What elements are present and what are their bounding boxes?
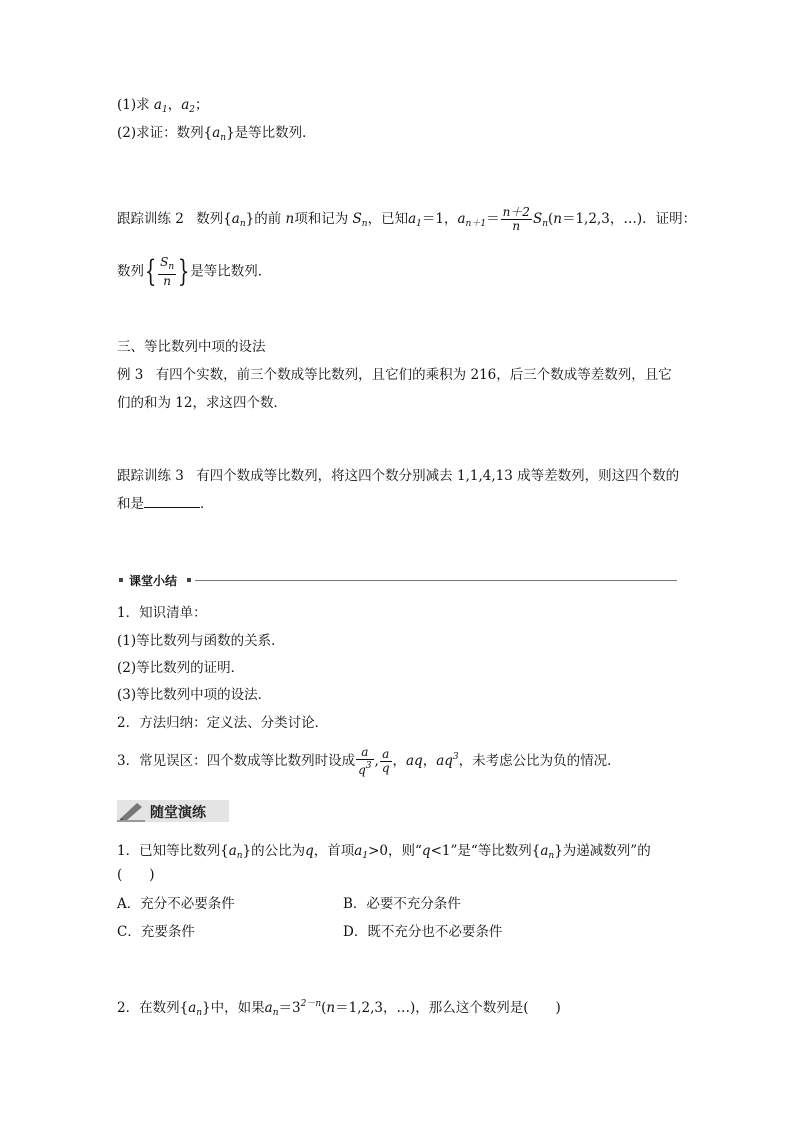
divider <box>195 580 677 581</box>
text: ( <box>321 1000 327 1016</box>
summary-item1a: (1)等比数列与函数的关系． <box>117 633 285 649</box>
frac-numerator: a <box>380 748 392 762</box>
fraction <box>356 746 373 777</box>
text: ． <box>200 496 214 512</box>
math-an1: $a_{n+1}$ <box>457 211 487 229</box>
math-Sn: $S_n$ <box>352 211 368 229</box>
text: 数列{ <box>196 211 232 227</box>
example3-line1 <box>117 366 672 384</box>
text: ，未考虑公比为负的情况． <box>458 753 621 769</box>
bullet-icon <box>119 578 123 582</box>
math-a1: $a_1$ <box>354 843 369 861</box>
math-an: $a_n$ <box>231 211 246 229</box>
text: 有四个数成等比数列，将这四个数分别减去 1,1,4,13 成等差数列，则这四个数的 <box>196 468 680 484</box>
practice-header <box>117 800 229 822</box>
text: ＝1， <box>421 211 458 227</box>
math-an: $a_n$ <box>212 125 227 143</box>
option-d[interactable]: D．既不充分也不必要条件 <box>343 924 503 940</box>
summary-item2: 2．方法归纳：定义法、分类讨论． <box>117 715 329 731</box>
math-an: $a_n$ <box>188 1000 203 1018</box>
math-n: n <box>285 211 295 227</box>
drill3-line1 <box>117 467 679 485</box>
text: 是等比数列． <box>190 263 272 280</box>
drill-label: 跟踪训练 2 <box>117 211 184 227</box>
math-an: $a_n$ <box>264 1000 279 1018</box>
option-a[interactable]: A．充分不必要条件 <box>117 896 235 912</box>
summary-item1b: (2)等比数列的证明． <box>117 660 245 676</box>
text: 2．在数列{ <box>117 1000 189 1016</box>
text: }是等比数列． <box>226 125 316 141</box>
text: ＝1,2,3，…)，那么这个数列是( ) <box>335 1000 561 1016</box>
text: }中，如果 <box>202 1000 265 1016</box>
math-an: $a_n$ <box>228 843 243 861</box>
practice-title: 随堂演练 <box>150 805 206 821</box>
drill3-line2 <box>117 495 214 513</box>
text: 数列 <box>117 263 144 280</box>
math-an: $a_n$ <box>540 843 555 861</box>
prev-q2 <box>117 124 316 147</box>
text: 项和记为 <box>294 211 349 227</box>
brace-left: { <box>144 254 157 289</box>
question-2 <box>117 995 561 1022</box>
frac-numerator: n＋2 <box>502 205 530 219</box>
math-aq: aq <box>406 753 423 769</box>
summary-item1c: (3)等比数列中项的设法． <box>117 687 272 703</box>
text: 有四个实数，前三个数成等比数列，且它们的乘积为 216，后三个数成等差数列，且它 <box>155 367 672 383</box>
frac-denominator: n <box>512 219 521 233</box>
frac-denominator: $q^3$ <box>358 761 372 777</box>
text: ，首项 <box>313 843 355 859</box>
text: 3．常见误区：四个数成等比数列时设成 <box>117 753 356 769</box>
summary-item1: 1．知识清单： <box>117 605 207 621</box>
example3-line2: 们的和为 12，求这四个数． <box>117 395 287 411</box>
fraction <box>380 748 392 775</box>
frac-denominator: n <box>163 274 171 288</box>
text: ； <box>195 97 209 113</box>
math-n: n <box>326 1000 336 1016</box>
question-1-paren: ( ) <box>117 867 155 883</box>
text: (2)求证：数列{ <box>117 125 213 141</box>
text: ＝3 <box>278 1000 301 1016</box>
math-q: q <box>421 843 431 859</box>
pencil-icon <box>117 800 147 822</box>
section-title: 三、等比数列中项的设法 <box>117 339 266 355</box>
summary-header <box>117 572 677 588</box>
math-q: q <box>305 843 314 859</box>
drill-label: 跟踪训练 3 <box>117 468 184 484</box>
math-Sn: $S_n$ <box>532 211 548 229</box>
summary-item3: 3．常见误区：四个数成等比数列时设成 $\frac{a}{q^3}$ , $\frac{a}{q}$ ，aq，$aq^3$，未考虑公比为负的情况． <box>117 745 621 777</box>
text: ＝ <box>486 211 500 227</box>
frac-numerator: $S_n$ <box>158 256 176 275</box>
math-a2: $a_2$ <box>181 97 196 115</box>
text: ，已知 <box>367 211 409 227</box>
text: (1)求 <box>117 97 150 113</box>
example-label: 例 3 <box>117 367 144 383</box>
text: 和是 <box>117 496 144 512</box>
prev-q1: (1)求 $a_1$，$a_2$； <box>117 97 209 115</box>
math-aq3: $aq^3$ <box>436 752 459 769</box>
question-1 <box>117 842 651 865</box>
text: }为递减数列”的 <box>554 843 651 859</box>
text: 1．已知等比数列{ <box>117 843 229 859</box>
option-b[interactable]: B．必要不充分条件 <box>343 896 461 912</box>
fraction <box>158 256 176 288</box>
drill2-line1 <box>117 206 696 233</box>
exponent: 2－n <box>300 999 322 1009</box>
text: ＝1,2,3，…)．证明： <box>561 211 697 227</box>
brace-right: } <box>177 254 190 289</box>
text: ( <box>547 211 554 227</box>
math-n: n <box>553 211 562 227</box>
math-a1: $a_1$ <box>153 97 168 115</box>
text: >0，则“ <box>368 843 422 859</box>
frac-numerator: a <box>356 746 373 760</box>
frac-denominator: q <box>381 761 390 775</box>
fraction <box>501 206 532 233</box>
option-c[interactable]: C．充要条件 <box>117 924 195 940</box>
math-a1: $a_1$ <box>408 211 422 229</box>
text: }的公比为 <box>242 843 306 859</box>
answer-blank[interactable] <box>144 495 200 508</box>
drill2-line2 <box>117 256 271 288</box>
text: <1”是“等比数列{ <box>430 843 541 859</box>
bullet-icon <box>187 578 191 582</box>
text: }的前 <box>245 211 282 227</box>
summary-title: 课堂小结 <box>129 574 178 588</box>
